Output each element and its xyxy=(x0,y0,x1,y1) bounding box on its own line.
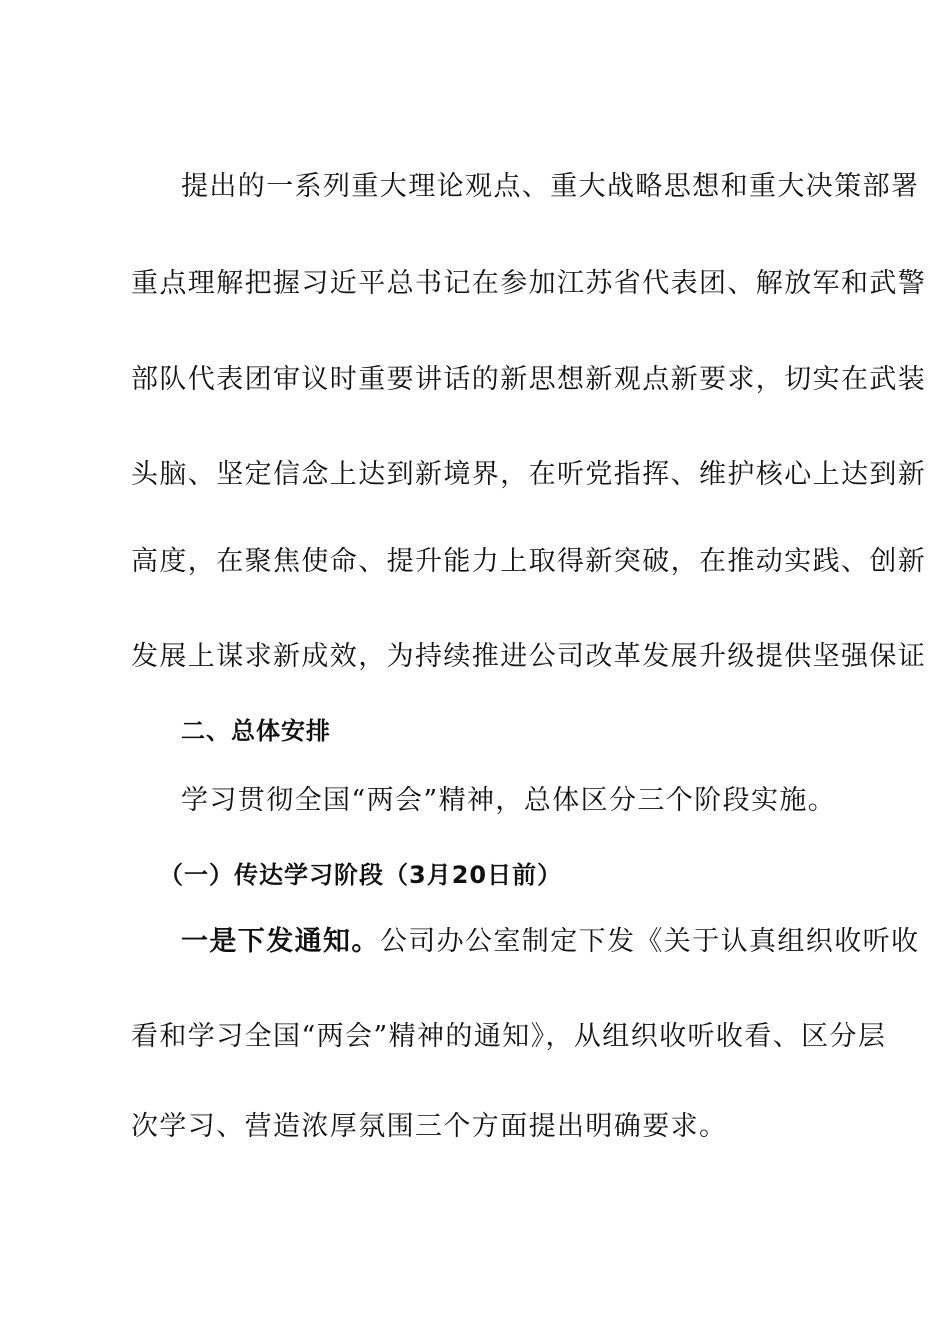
paragraph-line-1: 提出的一系列重大理论观点、重大战略思想和重大决策部署 xyxy=(181,171,920,202)
paragraph-line-5: 高度，在聚焦使命、提升能力上取得新突破，在推动实践、创新 xyxy=(131,546,927,577)
item-line-2: 看和学习全国“两会”精神的通知》，从组织收听收看、区分层 xyxy=(131,1021,887,1052)
section-heading: 二、总体安排 xyxy=(181,717,331,745)
section-intro: 学习贯彻全国“两会”精神，总体区分三个阶段实施。 xyxy=(181,785,837,816)
paragraph-line-3: 部队代表团审议时重要讲话的新思想新观点新要求，切实在武装 xyxy=(131,364,927,395)
item-line-3: 次学习、营造浓厚氛围三个方面提出明确要求。 xyxy=(131,1111,728,1142)
phase-heading: （一）传达学习阶段（3月20日前） xyxy=(159,861,563,889)
paragraph-line-4: 头脑、坚定信念上达到新境界，在听党指挥、维护核心上达到新 xyxy=(131,459,927,490)
paragraph-line-6: 发展上谋求新成效，为持续推进公司改革发展升级提供坚强保证 xyxy=(131,641,927,672)
item-lead: 一是下发通知。 xyxy=(181,926,380,957)
item-line-1-text: 公司办公室制定下发《关于认真组织收听收 xyxy=(379,926,920,957)
paragraph-line-2: 重点理解把握习近平总书记在参加江苏省代表团、解放军和武警 xyxy=(131,268,927,299)
item-line-1 xyxy=(181,925,920,959)
